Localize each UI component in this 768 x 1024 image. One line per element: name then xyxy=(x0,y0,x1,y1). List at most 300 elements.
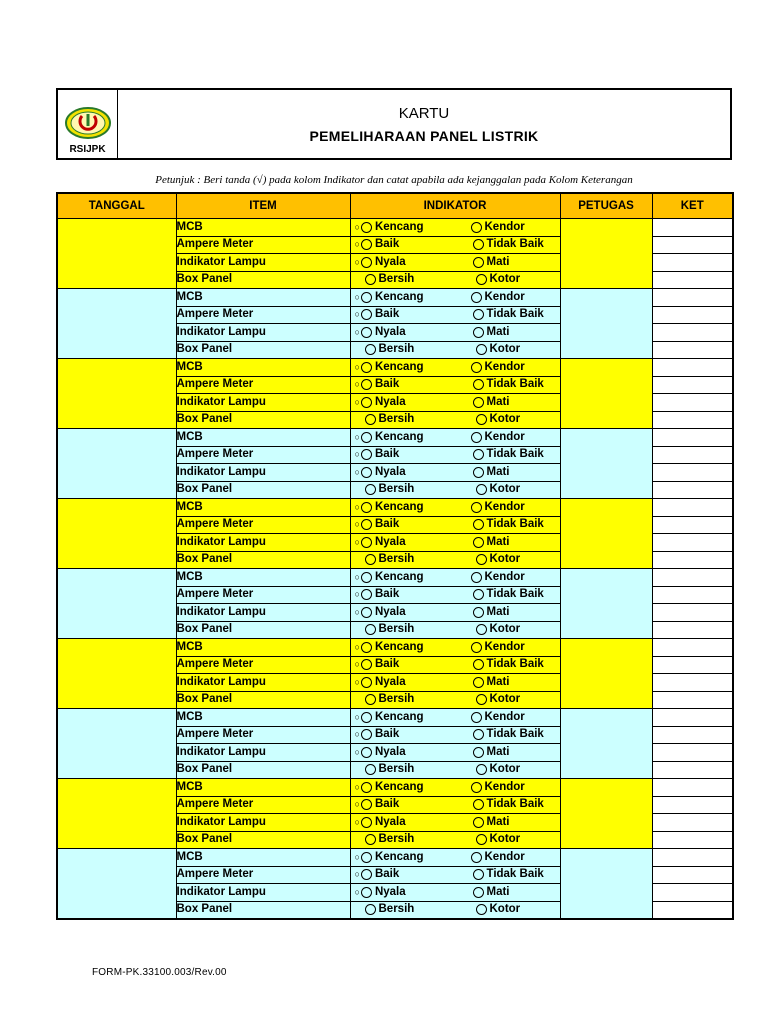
radio-circle-icon[interactable] xyxy=(365,904,376,915)
item-name: Indikator Lampu xyxy=(176,744,350,762)
option-1-label: Kencang xyxy=(374,570,424,583)
option-1-label: Kencang xyxy=(374,780,424,793)
maintenance-table xyxy=(56,192,734,920)
radio-circle-icon[interactable] xyxy=(473,397,484,408)
radio-circle-icon[interactable] xyxy=(361,747,372,758)
indikator-cell xyxy=(350,569,560,587)
radio-circle-icon[interactable] xyxy=(361,449,372,460)
table-row xyxy=(57,779,733,797)
ket-cell[interactable] xyxy=(652,761,733,779)
radio-circle-icon[interactable] xyxy=(473,659,484,670)
indikator-option-1[interactable] xyxy=(365,902,415,919)
radio-circle-icon[interactable] xyxy=(361,397,372,408)
indikator-option-1[interactable] xyxy=(355,359,424,376)
item-name: Ampere Meter xyxy=(176,726,350,744)
option-2-label: Kendor xyxy=(484,500,525,513)
radio-circle-icon[interactable] xyxy=(361,817,372,828)
radio-circle-icon[interactable] xyxy=(361,309,372,320)
radio-circle-icon[interactable] xyxy=(476,344,487,355)
radio-circle-icon[interactable] xyxy=(473,607,484,618)
ket-cell[interactable] xyxy=(652,901,733,919)
item-name: Indikator Lampu xyxy=(176,464,350,482)
indikator-option-2[interactable] xyxy=(471,289,525,306)
indikator-option-2[interactable] xyxy=(473,604,510,621)
ket-cell[interactable] xyxy=(652,849,733,867)
radio-circle-icon[interactable] xyxy=(365,694,376,705)
radio-circle-icon[interactable] xyxy=(361,502,372,513)
indikator-option-2[interactable] xyxy=(473,657,544,674)
radio-circle-icon[interactable] xyxy=(473,379,484,390)
indikator-option-2[interactable] xyxy=(473,237,544,254)
indikator-option-1[interactable] xyxy=(355,674,406,691)
indikator-option-1[interactable] xyxy=(355,377,400,394)
indikator-option-1[interactable] xyxy=(355,219,424,236)
radio-circle-icon[interactable] xyxy=(361,257,372,268)
option-1-label: Nyala xyxy=(374,255,406,268)
indikator-option-2[interactable] xyxy=(473,884,510,901)
indikator-option-1[interactable] xyxy=(365,762,415,779)
item-name: Ampere Meter xyxy=(176,586,350,604)
indikator-cell xyxy=(350,901,560,919)
indikator-option-1[interactable] xyxy=(365,552,415,569)
indikator-options xyxy=(351,377,560,394)
indikator-option-1[interactable] xyxy=(365,412,415,429)
radio-circle-icon[interactable] xyxy=(473,747,484,758)
indikator-option-2[interactable] xyxy=(473,307,544,324)
indikator-option-1[interactable] xyxy=(355,429,424,446)
radio-circle-icon[interactable] xyxy=(473,869,484,880)
ket-cell[interactable] xyxy=(652,744,733,762)
petugas-cell[interactable] xyxy=(560,429,652,499)
ket-cell[interactable] xyxy=(652,324,733,342)
radio-circle-icon[interactable] xyxy=(365,484,376,495)
indikator-cell xyxy=(350,499,560,517)
radio-circle-icon[interactable] xyxy=(471,642,482,653)
indikator-option-2[interactable] xyxy=(473,587,544,604)
indikator-option-1[interactable] xyxy=(355,569,424,586)
indikator-option-2[interactable] xyxy=(471,709,525,726)
indikator-option-1[interactable] xyxy=(355,394,406,411)
option-2-label: Kendor xyxy=(484,780,525,793)
indikator-cell xyxy=(350,744,560,762)
radio-circle-icon[interactable] xyxy=(473,519,484,530)
indikator-option-2[interactable] xyxy=(476,622,521,639)
radio-circle-icon[interactable] xyxy=(361,572,372,583)
indikator-cell xyxy=(350,779,560,797)
indikator-option-1[interactable] xyxy=(355,307,400,324)
indikator-option-1[interactable] xyxy=(355,709,424,726)
header-tanggal: TANGGAL xyxy=(57,193,176,219)
indikator-option-1[interactable] xyxy=(355,587,400,604)
radio-circle-icon[interactable] xyxy=(361,729,372,740)
radio-circle-icon[interactable] xyxy=(473,817,484,828)
radio-circle-icon[interactable] xyxy=(361,642,372,653)
radio-circle-icon[interactable] xyxy=(361,589,372,600)
item-name: MCB xyxy=(176,709,350,727)
ket-cell[interactable] xyxy=(652,586,733,604)
item-name: Indikator Lampu xyxy=(176,674,350,692)
indikator-options xyxy=(351,412,560,429)
indikator-cell xyxy=(350,254,560,272)
ket-cell[interactable] xyxy=(652,814,733,832)
radio-circle-icon[interactable] xyxy=(473,309,484,320)
radio-circle-icon[interactable] xyxy=(361,659,372,670)
radio-circle-icon[interactable] xyxy=(361,379,372,390)
ket-cell[interactable] xyxy=(652,254,733,272)
indikator-option-2[interactable] xyxy=(473,867,544,884)
radio-circle-icon[interactable] xyxy=(361,607,372,618)
indikator-option-2[interactable] xyxy=(473,517,544,534)
radio-circle-icon[interactable] xyxy=(361,519,372,530)
option-1-label: Bersih xyxy=(378,483,415,496)
indikator-option-1[interactable] xyxy=(355,464,406,481)
option-2-label: Tidak Baik xyxy=(486,238,544,251)
radio-circle-icon[interactable] xyxy=(476,764,487,775)
radio-circle-icon[interactable] xyxy=(361,677,372,688)
ket-cell[interactable] xyxy=(652,306,733,324)
option-1-label: Nyala xyxy=(374,535,406,548)
option-2-label: Kotor xyxy=(489,483,521,496)
indikator-option-1[interactable] xyxy=(365,622,415,639)
option-2-label: Mati xyxy=(486,255,510,268)
item-name: Ampere Meter xyxy=(176,796,350,814)
radio-circle-icon[interactable] xyxy=(365,344,376,355)
radio-circle-icon[interactable] xyxy=(361,239,372,250)
indikator-options xyxy=(351,744,560,761)
small-circle-icon: ○ xyxy=(354,239,360,250)
radio-circle-icon[interactable] xyxy=(471,362,482,373)
tanggal-cell[interactable] xyxy=(57,569,176,639)
indikator-option-2[interactable] xyxy=(471,639,525,656)
radio-circle-icon[interactable] xyxy=(365,274,376,285)
radio-circle-icon[interactable] xyxy=(473,799,484,810)
tanggal-cell[interactable] xyxy=(57,849,176,920)
ket-cell[interactable] xyxy=(652,691,733,709)
petugas-cell[interactable] xyxy=(560,639,652,709)
radio-circle-icon[interactable] xyxy=(473,677,484,688)
indikator-option-2[interactable] xyxy=(476,552,521,569)
indikator-option-1[interactable] xyxy=(365,692,415,709)
radio-circle-icon[interactable] xyxy=(365,764,376,775)
petugas-cell[interactable] xyxy=(560,779,652,849)
indikator-option-2[interactable] xyxy=(473,534,510,551)
radio-circle-icon[interactable] xyxy=(471,432,482,443)
option-1-label: Nyala xyxy=(374,395,406,408)
indikator-option-1[interactable] xyxy=(355,324,406,341)
indikator-option-2[interactable] xyxy=(473,377,544,394)
item-name: Box Panel xyxy=(176,271,350,289)
option-2-label: Tidak Baik xyxy=(486,658,544,671)
ket-cell[interactable] xyxy=(652,534,733,552)
petugas-cell[interactable] xyxy=(560,359,652,429)
radio-circle-icon[interactable] xyxy=(476,554,487,565)
tanggal-cell[interactable] xyxy=(57,639,176,709)
table-row xyxy=(57,289,733,307)
ket-cell[interactable] xyxy=(652,866,733,884)
option-2-label: Mati xyxy=(486,395,510,408)
item-name: Box Panel xyxy=(176,621,350,639)
tanggal-cell[interactable] xyxy=(57,429,176,499)
indikator-option-2[interactable] xyxy=(473,814,510,831)
indikator-option-1[interactable] xyxy=(355,884,406,901)
indikator-option-1[interactable] xyxy=(355,657,400,674)
ket-cell[interactable] xyxy=(652,674,733,692)
radio-circle-icon[interactable] xyxy=(471,292,482,303)
tanggal-cell[interactable] xyxy=(57,289,176,359)
ket-cell[interactable] xyxy=(652,831,733,849)
indikator-option-2[interactable] xyxy=(473,324,510,341)
table-row xyxy=(57,429,733,447)
indikator-option-2[interactable] xyxy=(473,447,544,464)
indikator-options xyxy=(351,639,560,656)
radio-circle-icon[interactable] xyxy=(361,292,372,303)
option-2-label: Kotor xyxy=(489,763,521,776)
indikator-cell xyxy=(350,831,560,849)
indikator-option-2[interactable] xyxy=(471,499,525,516)
ket-cell[interactable] xyxy=(652,604,733,622)
tanggal-cell[interactable] xyxy=(57,499,176,569)
ket-cell[interactable] xyxy=(652,446,733,464)
indikator-option-2[interactable] xyxy=(471,219,525,236)
indikator-option-2[interactable] xyxy=(473,254,510,271)
indikator-options xyxy=(351,709,560,726)
option-2-label: Kotor xyxy=(489,833,521,846)
ket-cell[interactable] xyxy=(652,411,733,429)
indikator-option-2[interactable] xyxy=(476,482,521,499)
indikator-option-2[interactable] xyxy=(473,674,510,691)
radio-circle-icon[interactable] xyxy=(473,537,484,548)
radio-circle-icon[interactable] xyxy=(476,694,487,705)
indikator-cell xyxy=(350,674,560,692)
option-2-label: Mati xyxy=(486,325,510,338)
indikator-options xyxy=(351,727,560,744)
radio-circle-icon[interactable] xyxy=(471,782,482,793)
radio-circle-icon[interactable] xyxy=(471,852,482,863)
radio-circle-icon[interactable] xyxy=(473,729,484,740)
item-name: Ampere Meter xyxy=(176,866,350,884)
indikator-option-2[interactable] xyxy=(476,902,521,919)
radio-circle-icon[interactable] xyxy=(476,414,487,425)
small-circle-icon: ○ xyxy=(354,746,360,757)
indikator-option-2[interactable] xyxy=(471,359,525,376)
radio-circle-icon[interactable] xyxy=(361,222,372,233)
petugas-cell[interactable] xyxy=(560,569,652,639)
radio-circle-icon[interactable] xyxy=(361,537,372,548)
indikator-option-1[interactable] xyxy=(365,832,415,849)
radio-circle-icon[interactable] xyxy=(361,467,372,478)
indikator-option-1[interactable] xyxy=(365,482,415,499)
radio-circle-icon[interactable] xyxy=(473,257,484,268)
small-circle-icon: ○ xyxy=(354,379,360,390)
ket-cell[interactable] xyxy=(652,884,733,902)
indikator-options xyxy=(351,394,560,411)
ket-cell[interactable] xyxy=(652,639,733,657)
indikator-option-1[interactable] xyxy=(355,499,424,516)
indikator-cell xyxy=(350,796,560,814)
indikator-option-1[interactable] xyxy=(355,797,400,814)
tanggal-cell[interactable] xyxy=(57,709,176,779)
tanggal-cell[interactable] xyxy=(57,359,176,429)
ket-cell[interactable] xyxy=(652,621,733,639)
ket-cell[interactable] xyxy=(652,796,733,814)
radio-circle-icon[interactable] xyxy=(365,414,376,425)
radio-circle-icon[interactable] xyxy=(365,624,376,635)
indikator-option-1[interactable] xyxy=(355,534,406,551)
indikator-option-2[interactable] xyxy=(476,272,521,289)
radio-circle-icon[interactable] xyxy=(361,799,372,810)
ket-cell[interactable] xyxy=(652,779,733,797)
ket-cell[interactable] xyxy=(652,236,733,254)
indikator-option-2[interactable] xyxy=(476,342,521,359)
radio-circle-icon[interactable] xyxy=(365,554,376,565)
indikator-option-1[interactable] xyxy=(355,517,400,534)
indikator-options xyxy=(351,359,560,376)
petugas-cell[interactable] xyxy=(560,849,652,920)
option-1-label: Bersih xyxy=(378,693,415,706)
radio-circle-icon[interactable] xyxy=(471,712,482,723)
indikator-option-2[interactable] xyxy=(476,762,521,779)
indikator-option-2[interactable] xyxy=(471,569,525,586)
radio-circle-icon[interactable] xyxy=(361,852,372,863)
ket-cell[interactable] xyxy=(652,289,733,307)
radio-circle-icon[interactable] xyxy=(476,484,487,495)
ket-cell[interactable] xyxy=(652,376,733,394)
ket-cell[interactable] xyxy=(652,569,733,587)
ket-cell[interactable] xyxy=(652,271,733,289)
radio-circle-icon[interactable] xyxy=(476,834,487,845)
ket-cell[interactable] xyxy=(652,726,733,744)
radio-circle-icon[interactable] xyxy=(471,572,482,583)
ket-cell[interactable] xyxy=(652,464,733,482)
indikator-option-1[interactable] xyxy=(355,604,406,621)
ket-cell[interactable] xyxy=(652,341,733,359)
indikator-option-2[interactable] xyxy=(473,797,544,814)
radio-circle-icon[interactable] xyxy=(473,327,484,338)
ket-cell[interactable] xyxy=(652,656,733,674)
indikator-option-1[interactable] xyxy=(365,272,415,289)
indikator-options xyxy=(351,307,560,324)
radio-circle-icon[interactable] xyxy=(476,624,487,635)
indikator-cell xyxy=(350,394,560,412)
ket-cell[interactable] xyxy=(652,429,733,447)
indikator-option-1[interactable] xyxy=(355,447,400,464)
indikator-option-2[interactable] xyxy=(473,464,510,481)
indikator-option-2[interactable] xyxy=(471,849,525,866)
indikator-option-2[interactable] xyxy=(473,744,510,761)
option-2-label: Mati xyxy=(486,465,510,478)
radio-circle-icon[interactable] xyxy=(473,887,484,898)
indikator-option-1[interactable] xyxy=(355,727,400,744)
radio-circle-icon[interactable] xyxy=(473,449,484,460)
petugas-cell[interactable] xyxy=(560,219,652,289)
item-name: Ampere Meter xyxy=(176,376,350,394)
indikator-options xyxy=(351,447,560,464)
option-1-label: Kencang xyxy=(374,850,424,863)
radio-circle-icon[interactable] xyxy=(473,467,484,478)
indikator-option-2[interactable] xyxy=(476,692,521,709)
radio-circle-icon[interactable] xyxy=(361,712,372,723)
indikator-options xyxy=(351,902,560,919)
indikator-option-1[interactable] xyxy=(355,237,400,254)
ket-cell[interactable] xyxy=(652,359,733,377)
indikator-option-2[interactable] xyxy=(473,394,510,411)
indikator-options xyxy=(351,342,560,359)
option-1-label: Kencang xyxy=(374,290,424,303)
indikator-option-1[interactable] xyxy=(355,744,406,761)
indikator-options xyxy=(351,674,560,691)
radio-circle-icon[interactable] xyxy=(473,239,484,250)
indikator-option-1[interactable] xyxy=(355,254,406,271)
radio-circle-icon[interactable] xyxy=(476,274,487,285)
petugas-cell[interactable] xyxy=(560,709,652,779)
indikator-option-1[interactable] xyxy=(365,342,415,359)
option-2-label: Mati xyxy=(486,815,510,828)
radio-circle-icon[interactable] xyxy=(365,834,376,845)
indikator-option-2[interactable] xyxy=(476,412,521,429)
radio-circle-icon[interactable] xyxy=(361,887,372,898)
radio-circle-icon[interactable] xyxy=(361,432,372,443)
indikator-option-2[interactable] xyxy=(476,832,521,849)
option-1-label: Nyala xyxy=(374,885,406,898)
indikator-option-1[interactable] xyxy=(355,779,424,796)
ket-cell[interactable] xyxy=(652,551,733,569)
option-2-label: Kendor xyxy=(484,850,525,863)
indikator-option-1[interactable] xyxy=(355,814,406,831)
option-1-label: Baik xyxy=(374,868,400,881)
radio-circle-icon[interactable] xyxy=(361,362,372,373)
radio-circle-icon[interactable] xyxy=(361,327,372,338)
small-circle-icon: ○ xyxy=(354,326,360,337)
indikator-options xyxy=(351,832,560,849)
indikator-options xyxy=(351,797,560,814)
option-1-label: Baik xyxy=(374,658,400,671)
ket-cell[interactable] xyxy=(652,219,733,237)
table-row xyxy=(57,499,733,517)
ket-cell[interactable] xyxy=(652,709,733,727)
radio-circle-icon[interactable] xyxy=(361,782,372,793)
radio-circle-icon[interactable] xyxy=(361,869,372,880)
tanggal-cell[interactable] xyxy=(57,779,176,849)
indikator-option-1[interactable] xyxy=(355,289,424,306)
indikator-option-1[interactable] xyxy=(355,867,400,884)
ket-cell[interactable] xyxy=(652,481,733,499)
item-name: Indikator Lampu xyxy=(176,534,350,552)
indikator-option-1[interactable] xyxy=(355,849,424,866)
ket-cell[interactable] xyxy=(652,499,733,517)
radio-circle-icon[interactable] xyxy=(473,589,484,600)
small-circle-icon: ○ xyxy=(354,431,360,442)
radio-circle-icon[interactable] xyxy=(476,904,487,915)
table-row xyxy=(57,849,733,867)
small-circle-icon: ○ xyxy=(354,361,360,372)
indikator-cell xyxy=(350,534,560,552)
indikator-option-2[interactable] xyxy=(473,727,544,744)
ket-cell[interactable] xyxy=(652,516,733,534)
petugas-cell[interactable] xyxy=(560,289,652,359)
indikator-option-2[interactable] xyxy=(471,429,525,446)
small-circle-icon: ○ xyxy=(354,449,360,460)
option-1-label: Kencang xyxy=(374,220,424,233)
radio-circle-icon[interactable] xyxy=(471,502,482,513)
small-circle-icon: ○ xyxy=(354,501,360,512)
indikator-option-1[interactable] xyxy=(355,639,424,656)
indikator-option-2[interactable] xyxy=(471,779,525,796)
petugas-cell[interactable] xyxy=(560,499,652,569)
tanggal-cell[interactable] xyxy=(57,219,176,289)
small-circle-icon: ○ xyxy=(354,711,360,722)
radio-circle-icon[interactable] xyxy=(471,222,482,233)
ket-cell[interactable] xyxy=(652,394,733,412)
